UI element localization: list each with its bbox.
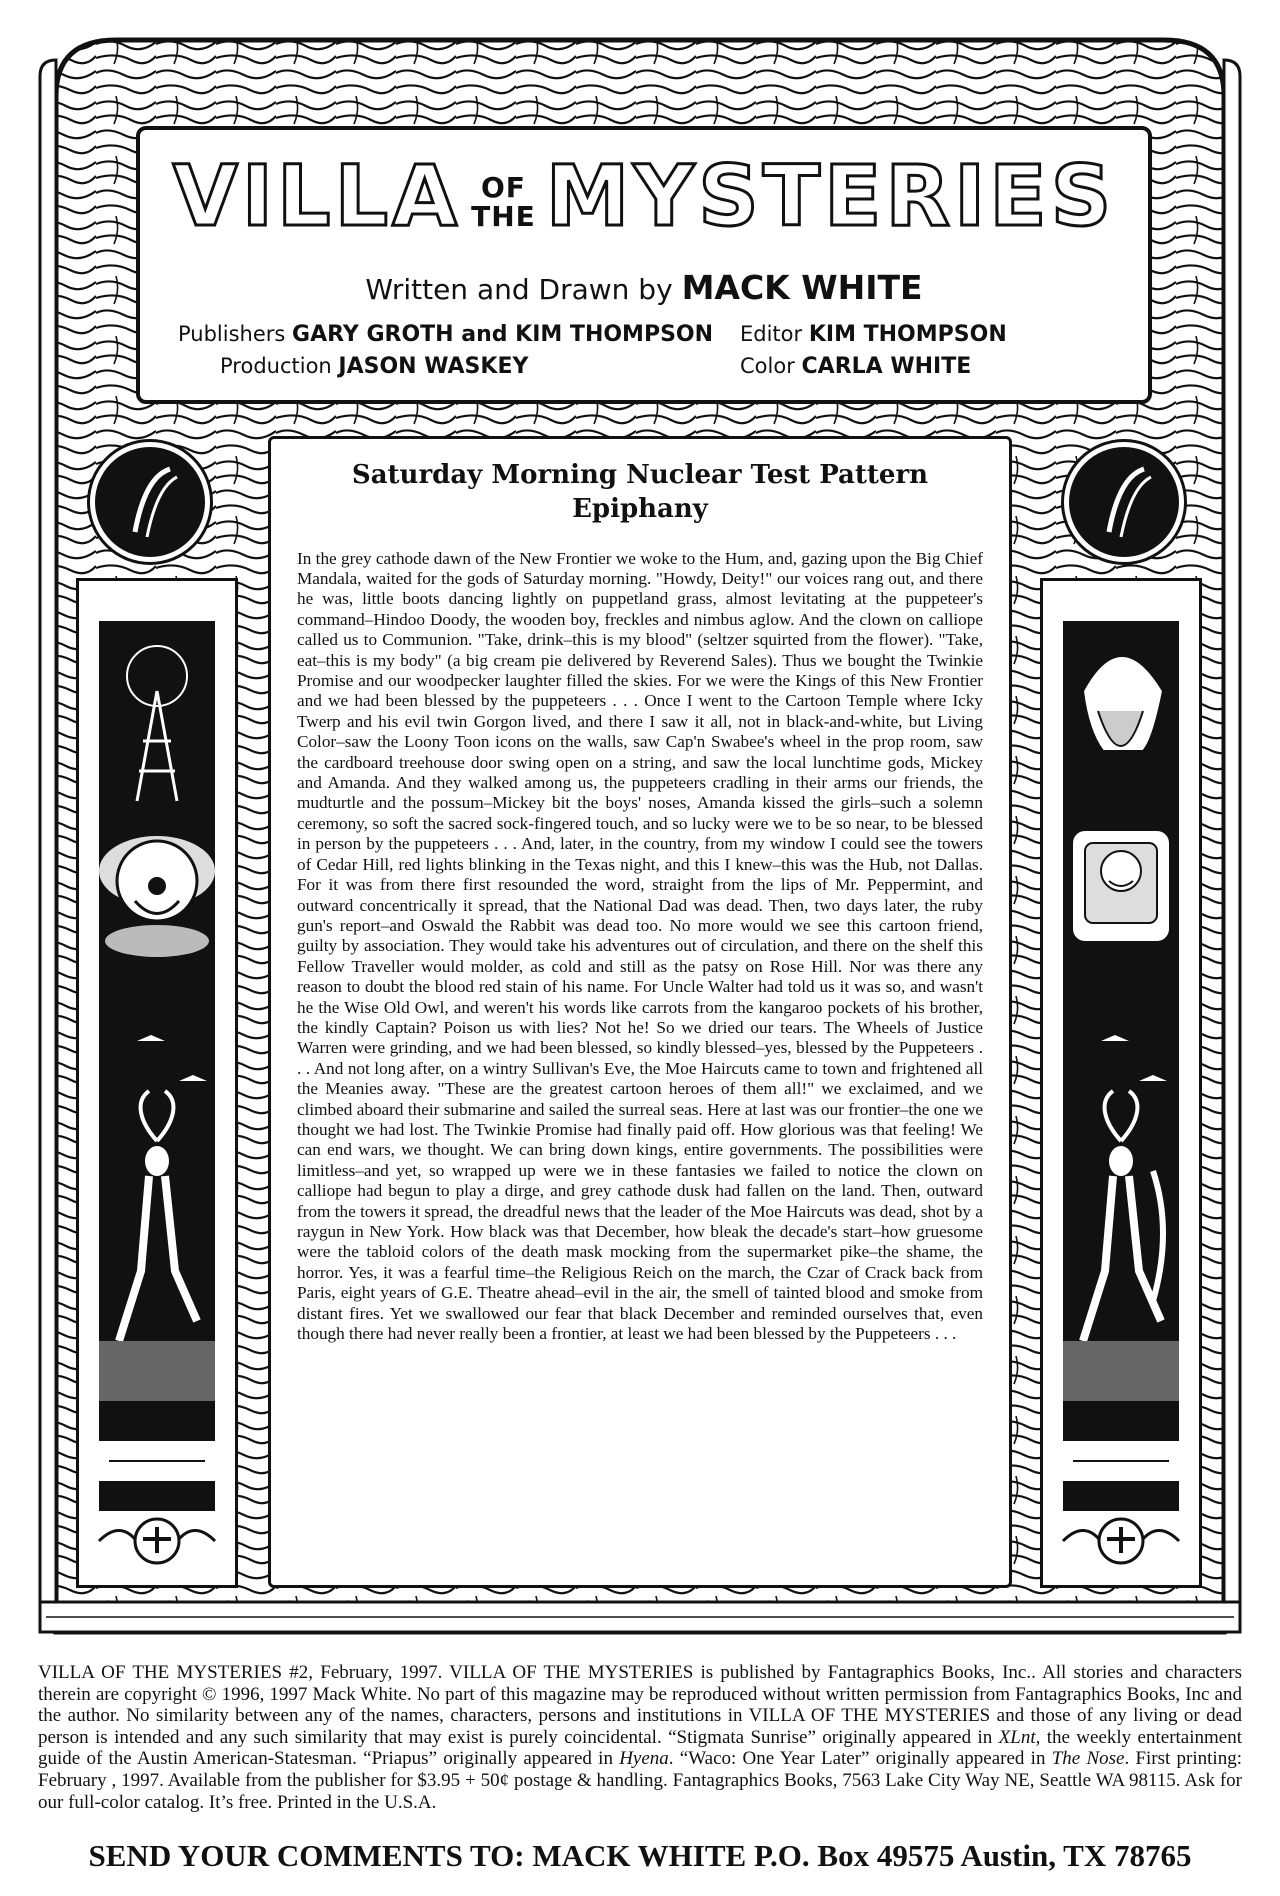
send-comments-address: SEND YOUR COMMENTS TO: MACK WHITE P.O. Box 49575 Austin, TX 78765 [88,1838,1192,1873]
title-the: THE [471,200,536,234]
color-label: Color [740,354,795,378]
editor-name: KIM THOMPSON [808,322,1007,347]
publishers-name: GARY GROTH and KIM THOMPSON [292,322,714,347]
indicia-hyena: Hyena [619,1748,669,1770]
right-illustration [1043,581,1199,1585]
right-medallion-icon [1064,442,1184,562]
story-title-line1: Saturday Morning Nuclear Test Pattern [351,460,929,490]
cover-frame [36,36,1244,1636]
publishers-credit [178,322,713,347]
art-deco-emblem-icon [1063,1441,1179,1481]
indicia-nose: The Nose [1051,1748,1125,1770]
title-mysteries: MYSTERIES [545,147,1116,245]
left-illustration-panel [76,578,238,1588]
indicia-xlnt: XLnt [998,1726,1036,1748]
written-name: MACK WHITE [681,268,923,307]
series-title [140,147,1148,245]
production-credit [220,354,528,379]
right-illustration-panel [1040,578,1202,1588]
indicia-copyright: VILLA OF THE MYSTERIES #2, February, 1997. VILLA OF THE MYSTERIES is published by Fantagraphics Books, Inc.. All stories and characters therein are copyright © 1996, 1997 Mack White. No part of this magazine may be reproduced without written permission from Fantagraphics Books, Inc and the author. No similarity between any of the names, characters, persons and institutions in VILLA OF THE MYSTERIES and those of any living or dead person is intended and any such similarity that may exist is purely coincidental. [38,1662,1242,1748]
title-villa: VILLA [172,147,462,245]
dancer-figure-icon [1109,1146,1133,1176]
left-medallion-icon [90,442,210,562]
publishers-label: Publishers [178,322,286,346]
title-of-the [471,170,536,234]
story-panel [268,436,1012,1588]
writer-credit [140,268,1148,307]
indicia-credits-b: , the weekly entertainment guide of the Austin American-Statesman. “Priapus” originally appeared in [38,1726,1243,1770]
written-label: Written and Drawn by [365,273,673,306]
production-label: Production [220,354,332,378]
title-of: OF [480,170,526,204]
indicia [38,1662,1242,1813]
color-credit [740,354,971,379]
story-title-line2: Epiphany [572,493,708,524]
editor-credit [740,322,1007,347]
editor-label: Editor [740,322,803,346]
story-title [297,459,983,527]
production-name: JASON WASKEY [338,354,529,379]
story-body: In the grey cathode dawn of the New Frontier we woke to the Hum, and, gazing upon the Big Chief Mandala, waited for the gods of Saturday morning. "Howdy, Deity!" our voices rang out, and there he was, little boots dancing lightly on puppetland grass, almost levitating at the puppeteer's command–Hindoo Doody, the wooden boy, freckles and nimbus aglow. And the clown on calliope called us to Communion. "Take, drink–this is my blood" (seltzer squirted from the flower). "Take, eat–this is my body" (a big cream pie delivered by Reverend Sales). Thus we bought the Twinkie Promise and our woodpecker laughter filled the skies. For we were the Kings of this New Frontier and we had been blessed by the puppeteers . . . Once I went to the Cartoon Temple where Icky Twerp and his evil twin Gorgon lived, and there I saw it all, not in black-and-white, but Living Color–saw the Loony Toon icons on the walls, saw Cap'n Swabee's wheel in the prop room, saw the cardboard treehouse door swing open on a string, and saw the local lunchtime gods, Mickey and Amanda. And they walked among us, the puppeteers cradling in their arms our friends, the mudturtle and the possum–Mickey bit the boys' noses, Amanda kissed the girls–such a solemn ceremony, so soft the sacred sock-fingered touch, and so lucky were we to be so near, to be blessed in person by the puppeteers . . . And, later, in the country, from my window I could see the towers of Cedar Hill, red lights blinking in the Texas night, and this I knew–this was the Hub, not Dallas. For it was from there first resounded the word, straight from the lips of Mr. Peppermint, and outward concentrically it spread, that the National Dad was dead. Then, two days later, the ruby gun's report–and Oswald the Rabbit was dead too. No more would we see this cartoon friend, guilty by association. They would take his adventures out of circulation, and there on the shelf this Fellow Traveller would molder, as cold and still as the patsy on Rose Hill. Nor was there any reason to doubt the blood red stain of his name. For Uncle Walter had told us it was so, and wasn't he the Wise Old Owl, and weren't his words like carrots from the kangaroo pockets of his brother, the kindly Captain? Poison us with lies? Not he! So we dried our tears. The Wheels of Justice Warren were grinding, and we had been blessed, so kindly blessed–yes, blessed by the Puppeteers . . . And not long after, on a wintry Sullivan's Eve, the Moe Haircuts came to town and frightened all the Meanies away. "These are the greatest cartoon heroes of them all!" we exclaimed, and we climbed aboard their submarine and sailed the surreal seas. Here at last was our frontier–the one we thought we had lost. The Twinkie Promise had finally paid off. How glorious was that feeling! We can end wars, we thought. We can bring down kings, entire governments. The possibilities were limitless–and yet, so wrapped up were we in these fantasies we failed to notice the clown on calliope had begun to play a dirge, and grey cathode dusk had fallen on the land. Then, outward from the towers it spread, the dreadful news that the leader of the Moe Haircuts was dead, shot by a raygun in New York. How black was that December, how bleak the decade's start–how gruesome were the tabloid colors of the death mask mocking from the supermarket pike–the shame, the horror. Yes, it was a fearful time–the Religious Reich on the march, the Czar of Crack back from Paris, eight years of G.E. Theatre ahead–evil in the air, the smell of tainted blood and smoke from distant fires. Yet we swallowed our fear that black December and reminded ourselves that, even though there had never really been a frontier, at least we had been blessed by the Puppeteers . . . [297,548,983,1344]
left-illustration [79,581,235,1585]
indicia-credits-d: . First printing: February , 1997. Available from the publisher for $3.95 + 50¢ postage & handling. Fantagraphics Books, 7563 Lake City Way NE, Seattle WA 98115. Ask for our full-color catalog. It’s free. Printed in the U.S.A. [38,1748,1242,1813]
art-deco-emblem-icon [99,1441,215,1481]
color-name: CARLA WHITE [801,354,972,379]
indicia-credits-a: “Stigmata Sunrise” originally appeared in [668,1726,999,1748]
masthead [136,126,1152,404]
indicia-credits-c: . “Waco: One Year Later” originally appeared in [668,1748,1052,1770]
dancer-figure-icon [145,1146,169,1176]
